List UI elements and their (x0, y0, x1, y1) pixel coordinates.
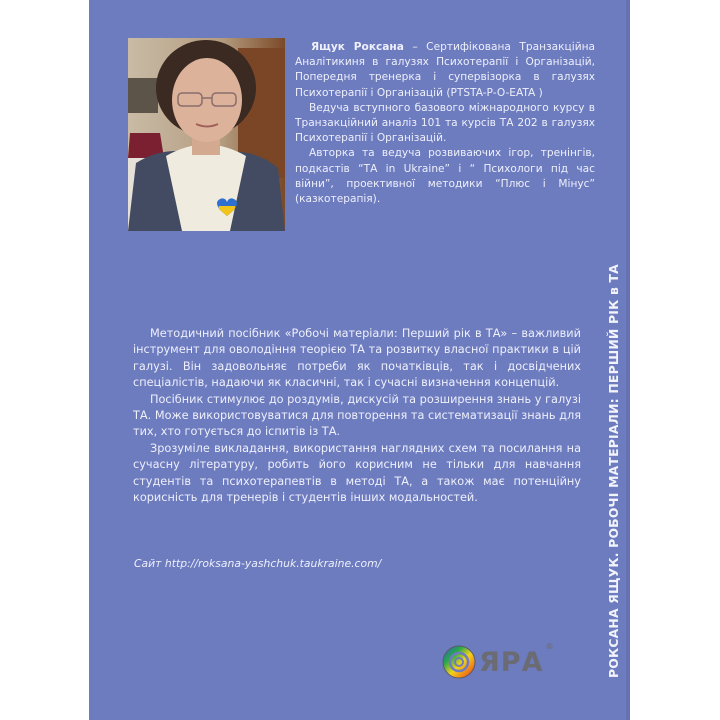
author-name: Ящук Роксана (311, 41, 404, 53)
description-paragraph-1: Методичний посібник «Робочі матеріали: Перший рік в ТА» – важливий інструмент для оволодіння теорією ТА та розвитку власної практики в цій галузі. Він задовольняє потреби як початківців, так і досвідчених спеціалістів, надаючи як класичні, так і сучасні визначення концепцій. (133, 327, 581, 390)
rainbow-spiral-icon (442, 645, 476, 679)
back-cover (89, 0, 630, 720)
bio-paragraph-3: Авторка та ведуча розвиваючих ігор, тренінгів, подкастів “ТА in Ukraine” і “ Психологи під час війни”, проективної методики “Плюс і Мінус” (казкотерапія). (295, 147, 595, 206)
publisher-logo (442, 642, 554, 682)
bio-paragraph-2: Ведуча вступного базового міжнародного курсу в Транзакційний аналіз 101 та курсів ТА 202 в галузях Психотерапії і Організацій. (295, 101, 595, 145)
bio-paragraph-1 (295, 40, 595, 101)
description-paragraph-2: Посібник стимулює до роздумів, дискусій та розширення знань у галузі ТА. Може використовуватися для повторення та систематизації знань для тих, хто готується до іспитів із ТА. (133, 392, 581, 439)
author-photo (128, 38, 285, 231)
spine-title: РОКСАНА ЯЩУК. РОБОЧІ МАТЕРІАЛИ: ПЕРШИЙ РІК в ТА (606, 264, 621, 678)
spine-divider (626, 0, 630, 720)
registered-mark: ® (545, 642, 554, 651)
publisher-name: ЯРА (479, 646, 544, 678)
description-paragraph-3: Зрозуміле викладання, використання наглядних схем та посилання на сучасну літературу, робить його корисним не тільки для навчання студентів та психотерапевтів в методі ТА, а також має потенційну корисність для тренерів і студентів інших модальностей. (133, 441, 581, 505)
bio-text-1: – Сертифікована Транзакційна Аналітикиня в галузях Психотерапії і Організацій, Попередня тренерка і супервізорка в галузях Психотерапії і Організацій (PTSTA-P-O-EATA ) (295, 41, 595, 99)
website-link[interactable]: Сайт http://roksana-yashchuk.taukraine.com/ (134, 557, 382, 570)
book-description (133, 326, 581, 506)
author-bio (295, 40, 595, 207)
author-portrait-icon (128, 38, 285, 231)
